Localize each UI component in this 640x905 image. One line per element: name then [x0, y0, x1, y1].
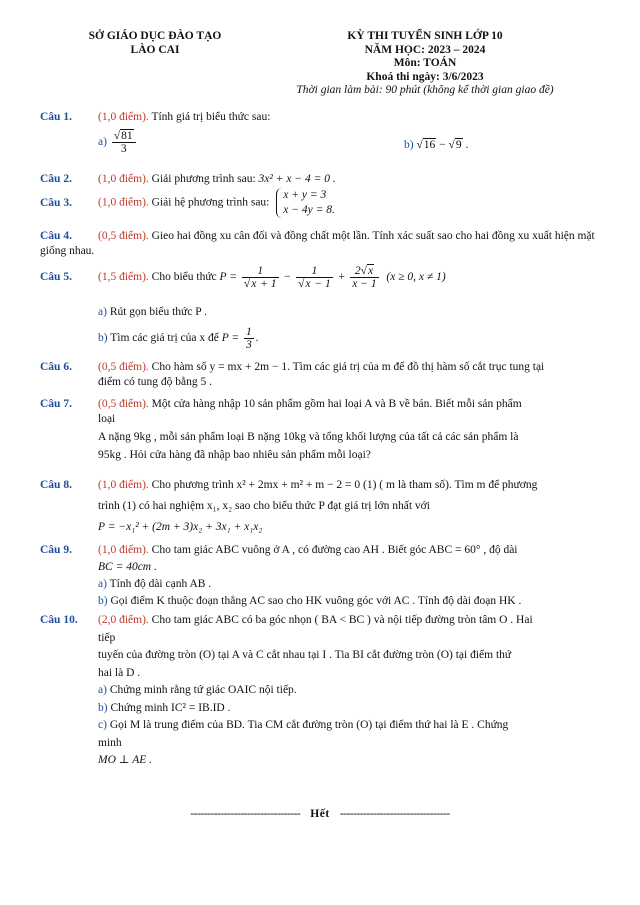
- question-5: [40, 265, 602, 290]
- question-9: [40, 542, 602, 610]
- question-points: (1,5 điểm).: [98, 271, 149, 284]
- part-text: Rút gọn biểu thức P .: [109, 306, 207, 318]
- department-line-2: LÀO CAI: [130, 43, 180, 56]
- end-marker: [0, 808, 640, 820]
- school-year: NĂM HỌC: 2023 – 2024: [364, 43, 486, 56]
- exam-date: Khoá thi ngày: 3/6/2023: [366, 70, 484, 83]
- part-text: Gọi M là trung điểm của BD. Tia CM cắt đường tròn (O) tại điểm thứ hai là E . Chứng: [109, 719, 509, 731]
- question-5-part-b: [98, 326, 598, 351]
- part-text-line-3: MO ⊥ AE .: [98, 754, 153, 766]
- question-points: (1,0 điểm).: [98, 111, 149, 123]
- question-text: Cho biểu thức: [151, 271, 217, 284]
- question-points: (0,5 điểm).: [98, 398, 149, 410]
- part-text: Gọi điểm K thuộc đoạn thẳng AC sao cho HK vuông góc với AC . Tính độ dài đoạn HK .: [110, 595, 522, 607]
- question-text: Một cửa hàng nhập 10 sản phẩm gồm hai loại A và B về bán. Biết mỗi sản phẩm: [151, 398, 522, 410]
- part-text: Chứng minh IC² = IB.ID .: [110, 701, 231, 714]
- question-text-line-2: BC = 40cm .: [98, 561, 157, 573]
- question-points: (1,0 điểm).: [98, 544, 149, 556]
- part-text: Chứng minh rằng tứ giác OAIC nội tiếp.: [109, 684, 297, 696]
- question-text-line-3: P = −x₁² + (2m + 3)x₂ + 3x₁ + x₁x₂: [98, 521, 263, 533]
- question-1: [40, 110, 602, 125]
- part-label: a): [98, 136, 107, 149]
- question-text: Cho hàm số y = mx + 2m − 1. Tìm các giá trị của m để đồ thị hàm số cắt trục tung tại: [151, 361, 545, 373]
- part-label: a): [98, 578, 107, 590]
- question-points: (1,0 điểm).: [98, 479, 149, 491]
- question-text: Gieo hai đồng xu cân đối và đồng chất một lần. Tính xác suất sao cho hai đồng xu xuất hiện mặt giống nhau.: [40, 230, 595, 257]
- question-points: (1,0 điểm).: [98, 173, 149, 185]
- question-number: Câu 10.: [40, 614, 78, 626]
- system-equation-2: x − 4y = 8.: [283, 204, 335, 216]
- end-dashes-right: ---------------------------------: [339, 808, 450, 820]
- question-text-line-3: A nặng 9kg , mỗi sản phẩm loại B nặng 10kg và tổng khối lượng của tất cả các sản phẩm là: [98, 431, 519, 443]
- question-1-part-b: [404, 138, 604, 153]
- question-number: Câu 6.: [40, 361, 72, 373]
- part-label: a): [98, 684, 107, 696]
- question-number: Câu 2.: [40, 173, 72, 185]
- question-text: Cho tam giác ABC vuông ở A , có đường cao AH . Biết góc ABC = 60° , độ dài: [151, 544, 518, 556]
- question-text-line-2: trình (1) có hai nghiệm x₁, x₂ sao cho biểu thức P đạt giá trị lớn nhất với: [98, 500, 430, 512]
- end-dashes-left: ---------------------------------: [190, 808, 301, 820]
- part-text: Tính độ dài cạnh AB .: [109, 578, 212, 590]
- expression-P-equals-1-3: P = $\frac{1}{3}$ .: [221, 326, 259, 351]
- question-text: Cho phương trình x² + 2mx + m² + m − 2 = 0 (1) ( m là tham số). Tìm m để phương: [151, 479, 538, 491]
- question-text: Tính giá trị biểu thức sau:: [151, 111, 271, 123]
- part-label: a): [98, 306, 107, 318]
- equation-system: [276, 188, 335, 218]
- question-5-part-a: [98, 305, 598, 320]
- question-text-line-4: hai là D .: [98, 666, 141, 679]
- part-label: b): [98, 701, 108, 714]
- question-3: [40, 188, 602, 218]
- question-text-line-3: tuyến của đường tròn (O) tại A và C cắt nhau tại I . Tia BI cắt đường tròn (O) tại điểm thứ: [98, 649, 512, 661]
- exam-duration: Thời gian làm bài: 90 phút (không kể thời gian giao đề): [296, 84, 554, 96]
- question-7: [40, 397, 602, 463]
- equation: 3x² + x − 4 = 0 .: [258, 173, 336, 185]
- question-8: [40, 475, 602, 538]
- part-label: b): [98, 332, 108, 345]
- question-6: [40, 360, 602, 390]
- question-number: Câu 9.: [40, 544, 72, 556]
- question-points: (2,0 điểm).: [98, 614, 149, 626]
- question-10: [40, 612, 602, 770]
- question-text: Giải hệ phương trình sau:: [151, 196, 270, 209]
- question-number: Câu 4.: [40, 230, 72, 242]
- question-number: Câu 3.: [40, 196, 72, 209]
- question-number: Câu 1.: [40, 111, 72, 123]
- question-number: Câu 8.: [40, 479, 72, 491]
- part-text-line-2: minh: [98, 736, 122, 749]
- fraction-sqrt81-over-3: $\frac{√81}{3}$: [112, 130, 136, 155]
- question-text: Cho tam giác ABC có ba góc nhọn ( BA < BC ) và nội tiếp đường tròn tâm O . Hai: [151, 614, 533, 626]
- exam-title: KỲ THI TUYỂN SINH LỚP 10: [347, 30, 503, 42]
- question-points: (0,5 điểm).: [98, 361, 149, 373]
- subject: Môn: TOÁN: [393, 57, 457, 69]
- part-text: Tìm các giá trị của x để: [110, 332, 219, 345]
- condition: (x ≥ 0, x ≠ 1): [386, 271, 446, 284]
- department-header: [55, 30, 255, 57]
- end-text: Hết: [310, 808, 330, 820]
- part-label: c): [98, 719, 107, 731]
- question-number: Câu 5.: [40, 271, 72, 284]
- question-points: (0,5 điểm).: [98, 230, 149, 242]
- expression-P: P = $\frac{1}{√x + 1}$ − $\frac{1}{√x - 1}$ + $\frac{2√x}{x - 1}$: [219, 265, 377, 290]
- question-text-line-2: điểm có tung độ bằng 5 .: [98, 376, 213, 388]
- question-text: Giải phương trình sau:: [151, 173, 256, 185]
- question-points: (1,0 điểm).: [98, 196, 149, 209]
- department-line-1: SỞ GIÁO DỤC ĐÀO TẠO: [88, 30, 222, 42]
- question-text-line-2: tiếp: [98, 631, 116, 644]
- expression-sqrt16-minus-sqrt9: √16 − √9 .: [416, 139, 469, 151]
- question-4: [40, 229, 602, 259]
- question-text-line-4: 95kg . Hỏi cửa hàng đã nhập bao nhiêu sản phẩm mỗi loại?: [98, 449, 371, 461]
- part-label: b): [98, 595, 108, 607]
- part-label: b): [404, 139, 414, 151]
- question-2: [40, 172, 602, 187]
- question-text-line-2: loại: [98, 413, 116, 425]
- system-equation-1: x + y = 3: [283, 189, 327, 201]
- question-number: Câu 7.: [40, 398, 72, 410]
- exam-header: [262, 30, 588, 98]
